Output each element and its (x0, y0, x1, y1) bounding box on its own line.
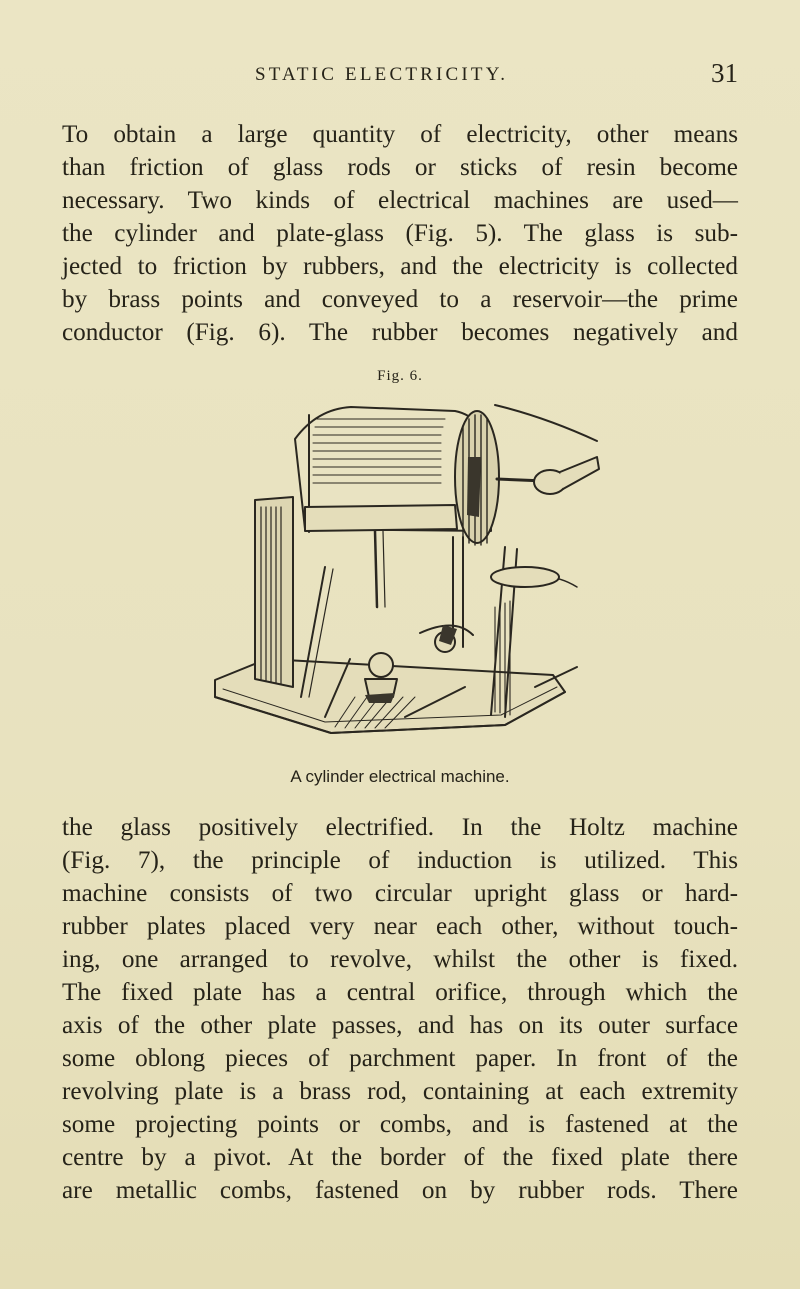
text-line: To obtain a large quantity of electricity, other means (62, 121, 738, 148)
text-line: some projecting points or combs, and is fastened at the (62, 1111, 738, 1138)
text-line: the cylinder and plate-glass (Fig. 5). The glass is sub- (62, 220, 738, 247)
figure-illustration (205, 397, 605, 759)
text-line: than friction of glass rods or sticks of resin become (62, 154, 738, 181)
text-line: necessary. Two kinds of electrical machines are used— (62, 187, 738, 214)
text-line: centre by a pivot. At the border of the fixed plate there (62, 1144, 738, 1171)
text-line: (Fig. 7), the principle of induction is utilized. This (62, 847, 738, 874)
text-line: are metallic combs, fastened on by rubber rods. There (62, 1177, 738, 1204)
paragraph-1 (62, 118, 738, 349)
running-title: STATIC ELECTRICITY. (255, 64, 509, 85)
paragraph-2 (62, 811, 738, 1207)
page-number: 31 (711, 58, 738, 88)
running-head (255, 58, 738, 98)
text-line: conductor (Fig. 6). The rubber becomes negatively and (62, 319, 738, 346)
text-line: machine consists of two circular upright glass or hard- (62, 880, 738, 907)
text-line: The fixed plate has a central orifice, through which the (62, 979, 738, 1006)
cylinder-machine-engraving (205, 397, 605, 759)
text-line: some oblong pieces of parchment paper. In front of the (62, 1045, 738, 1072)
figure-caption: A cylinder electrical machine. (290, 767, 510, 786)
text-line: jected to friction by rubbers, and the electricity is collected (62, 253, 738, 280)
text-line: the glass positively electrified. In the Holtz machine (62, 814, 738, 841)
text-line: by brass points and conveyed to a reservoir—the prime (62, 286, 738, 313)
figure-label: Fig. 6. (377, 368, 423, 384)
text-line: ing, one arranged to revolve, whilst the other is fixed. (62, 946, 738, 973)
text-line: rubber plates placed very near each other, without touch- (62, 913, 738, 940)
text-line: axis of the other plate passes, and has on its outer surface (62, 1012, 738, 1039)
text-line: revolving plate is a brass rod, containing at each extremity (62, 1078, 738, 1105)
